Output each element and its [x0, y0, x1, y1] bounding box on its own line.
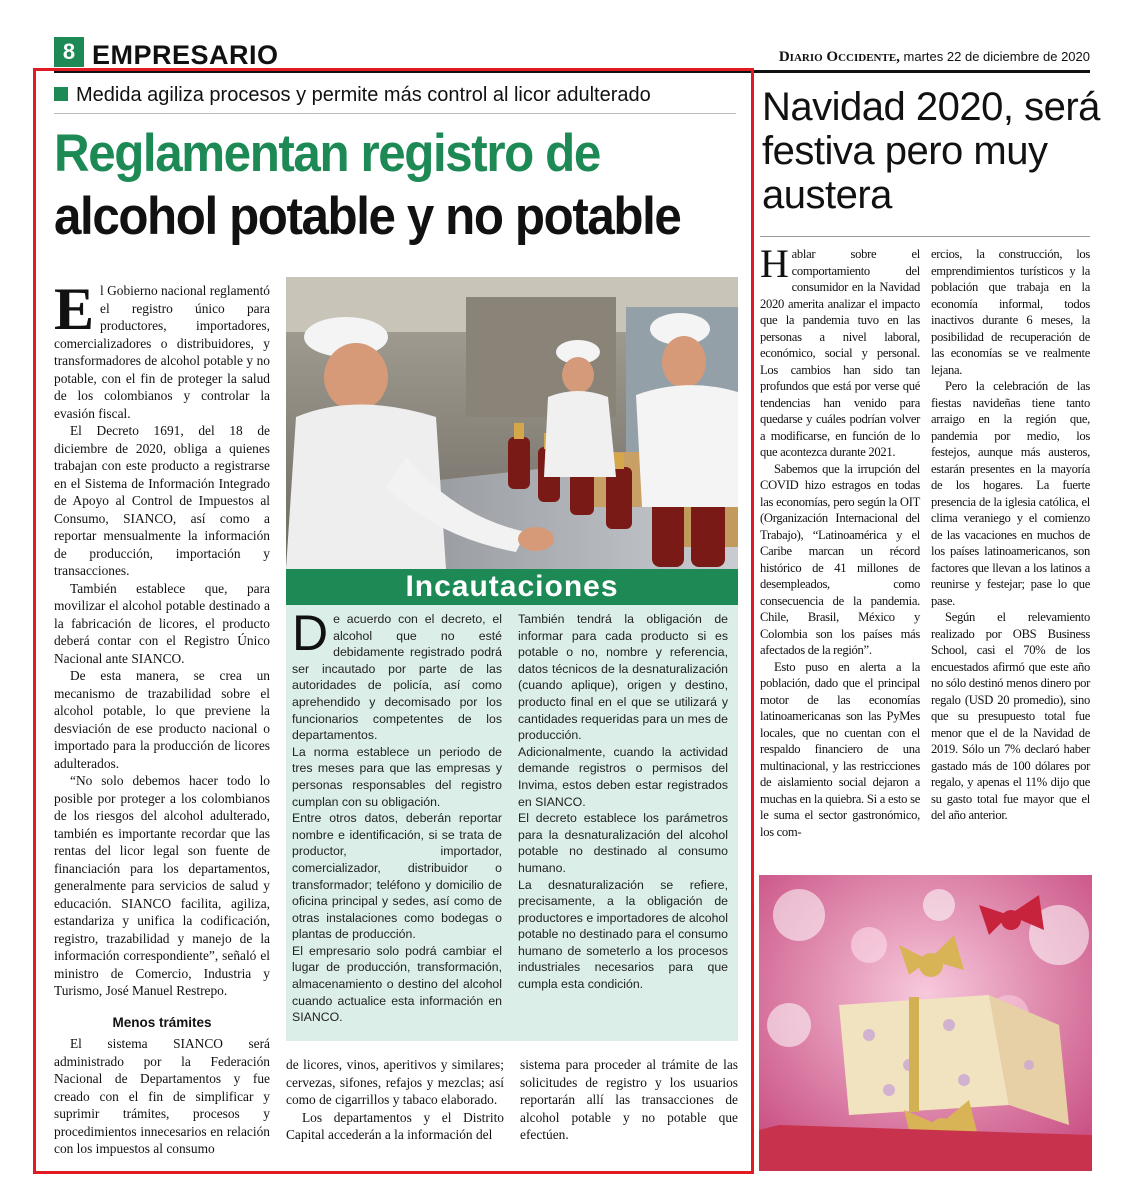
- box-paragraph: Entre otros datos, deberán reportar nombre e identificación, si se trata de productor, importador, comercializador, distribuidor o transformador; teléfono y domicilio de oficina principal y sedes, así como de otras instalaciones como bodegas o plantas de producción.: [292, 811, 502, 942]
- article-paragraph: Los departamentos y el Distrito Capital accederán a la información del: [286, 1109, 504, 1142]
- side-paragraph: ercios, la construcción, los emprendimientos turísticos y la población que trabaja en la economía informal, todos inactivos durante 6 meses, la posibilidad de recuperación de las economías se ve realmente lejana.: [931, 247, 1090, 377]
- article-paragraph: También establece que, para movilizar el alcohol potable destinado a la fabricación de licores, el producto deberá contar con el Registro Único Nacional ante SIANCO.: [54, 580, 270, 666]
- side-column-2: [931, 246, 1090, 824]
- newspaper-name: Diario Occidente,: [778, 49, 900, 65]
- christmas-gift-photo: [759, 875, 1092, 1171]
- side-rule: [760, 236, 1090, 237]
- section-title: EMPRESARIO: [92, 40, 279, 70]
- article-paragraph: sistema para proceder al trámite de las solicitudes de registro y los usuarios reportarán allí las transacciones de alcohol potable y no potable que efectúen.: [520, 1057, 738, 1142]
- dateline: [779, 49, 1090, 66]
- side-dropcap: H: [760, 241, 789, 286]
- box-paragraph: La desnaturalización se refiere, precisamente, a la obligación de productores e importadores de alcohol potable no destinado para el consumo humano de someterlo a los procesos industriales necesarios para que cumpla esta condición.: [518, 877, 728, 992]
- box-paragraph: Adicionalmente, cuando la actividad demande registros o permisos del Invima, estos deben estar registrados en SIANCO.: [518, 744, 728, 809]
- issue-date: martes 22 de diciembre de 2020: [903, 49, 1090, 64]
- subheading: Menos trámites: [112, 1014, 212, 1030]
- side-paragraph: Sabemos que la irrupción del COVID hizo estragos en todas las economías, pero según la OIT (Organización Internacional del Trabajo), “Latinoamérica y el Caribe marcan un récord histórico de 41 millones de desempleados, como consecuencia de la pandemia. Chile, Brasil, México y Colombia son los países más afectados de la región”.: [760, 461, 920, 657]
- article-paragraph: De esta manera, se crea un mecanismo de trazabilidad sobre el alcohol potable, lo que previene la desviación de ese producto nacional o importado para la producción de licores adulterados.: [54, 668, 270, 771]
- box-title: Incautaciones: [286, 569, 738, 605]
- article-paragraph: “No solo debemos hacer todo lo posible por proteger a los colombianos de los riesgos del alcohol adulterado, también es importante recordar que las rentas del licor legal son fuente de financiación para los departamentos, generalmente para servicios de salud y educación. SIANCO facilita, agiliza, estandariza y unifica la codificación, registro, trazabilidad y manejo de la información correspondiente”, señaló el ministro de Comercio, Industria y Turismo, José Manuel Restrepo.: [54, 773, 270, 998]
- box-paragraph: La norma establece un periodo de tres meses para que las empresas y personas responsables del registro cumplan con su obligación.: [292, 744, 502, 809]
- article-paragraph: El sistema SIANCO será administrado por la Federación Nacional de Departamentos y fue creado con el fin de simplificar y suprimir trámites, procesos y procedimientos innecesarios en relación con los impuestos al consumo: [54, 1036, 270, 1156]
- article-paragraph: El Decreto 1691, del 18 de diciembre de 2020, obliga a quienes trabajan con este producto a registrarse en el Sistema de Información Integrado de Apoyo al Control de Impuestos al Consumo, SIANCO, así como a reportar mensualmente la información de producción, importación y transacciones.: [54, 423, 270, 578]
- side-article-headline: Navidad 2020, será festiva pero muy austera: [762, 85, 1100, 217]
- side-paragraph: Según el relevamiento realizado por OBS Business School, casi el 70% de los encuestados afirmó que este año no sólo destinó menos dinero por regalo (USD 20 promedio), sino que su presupuesto total fue menor que el de la Navidad de 2019. Sólo un 7% declaró haber gastado más de 100 dólares por regalo, y apenas el 11% dijo que su gasto total fue mayor que el del año anterior.: [931, 610, 1090, 822]
- box-paragraph: El empresario solo podrá cambiar el lugar de producción, transformación, almacenamiento o destino del alcohol cuando actualice esta información en SIANCO.: [292, 943, 502, 1025]
- highlight-frame: [33, 68, 754, 1174]
- box-paragraph: El decreto establece los parámetros para la desnaturalización del alcohol potable no destinado al consumo humano.: [518, 811, 728, 875]
- side-paragraph: Hablar sobre el comportamiento del consumidor en la Navidad 2020 amerita analizar el impacto que la pandemia tuvo en las personas a nivel laboral, económico, social y personal. Los cambios han sido tan profundos que está por verse qué tendencias han venido para quedarse y cuáles podrían volver a modificarse, en función de lo que acontezca durante 2021.: [760, 241, 920, 459]
- side-column-1: [760, 241, 920, 840]
- lead-paragraph: El Gobierno nacional reglamentó el registro único para productores, importadores, comercializadores o distribuidores, y transformadores de alcohol potable y no potable, con el fin de proteger la salud de los colombianos y controlar la evasión fiscal.: [54, 276, 270, 421]
- box-paragraph: De acuerdo con el decreto, el alcohol que no esté debidamente registrado podrá ser incautado por parte de las autoridades de policía, así como aprehendido y decomisado por los funcionarios competentes de los departamentos.: [292, 605, 502, 743]
- headline-line-1: Reglamentan registro de: [54, 124, 600, 183]
- dropcap: E: [54, 276, 95, 342]
- kicker-text: Medida agiliza procesos y permite más control al licor adulterado: [76, 84, 651, 106]
- side-paragraph: Pero la celebración de las fiestas navideñas tiene tanto arraigo en la región que, pandemia por medio, los festejos, aunque más austeros, estarán presentes en la mayoría de los hogares. La fuerte presencia de la iglesia católica, el clima veraniego y el comienzo de las vacaciones en muchos de los países latinoamericanos, son factores que llevan a los latinos a reunirse y festejar; pase lo que pase.: [931, 379, 1090, 608]
- side-paragraph: Esto puso en alerta a la población, dado que el principal motor de las economías latinoamericanas son las PyMes locales, que no cuentan con el respaldo financiero de una multinacional, y las restricciones de aislamiento social dejaron a muchas en la quiebra. Si a esto se le suma el sector gastronómico, los com-: [760, 659, 920, 839]
- box-dropcap: D: [292, 605, 329, 661]
- article-paragraph: de licores, vinos, aperitivos y similares; cervezas, sifones, refajos y mezclas; así como de cigarrillos y tabaco elaborado.: [286, 1057, 504, 1107]
- box-paragraph: También tendrá la obligación de informar para cada producto si es potable o no, nombre y referencia, datos técnicos de la desnaturalización (cuando aplique), origen y destino, producto final en el que se utilizará y cantidades requeridas para un mes de producción.: [518, 612, 728, 743]
- headline-line-2: alcohol potable y no potable: [54, 187, 681, 246]
- page-number: 8: [54, 37, 84, 67]
